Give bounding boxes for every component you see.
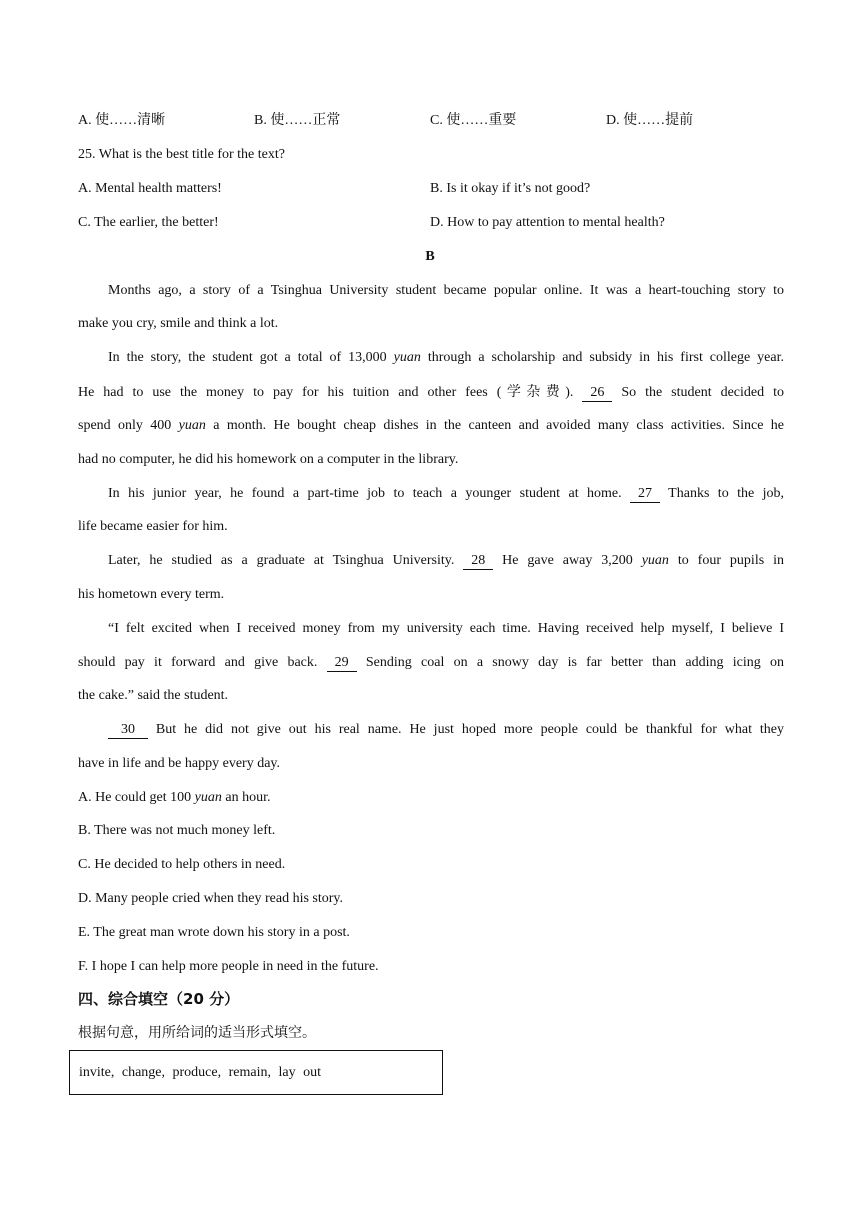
blank-26[interactable]: 26 [582, 385, 612, 402]
option-d: D. Many people cried when they read his story. [78, 891, 344, 906]
q25-option-c: C. The earlier, the better! [78, 215, 219, 230]
p1-line2: make you cry, smile and think a lot. [78, 316, 279, 331]
option-a: A. He could get 100 yuan an hour. [78, 790, 271, 805]
q24-option-b: B. 使……正常 [254, 113, 341, 128]
q25-option-a: A. Mental health matters! [78, 181, 222, 196]
p5-line1: “I felt excited when I received money from my university each time. Having received help myself, I believe I [108, 621, 784, 636]
p2-line4: had no computer, he did his homework on a computer in the library. [78, 452, 459, 467]
blank-27[interactable]: 27 [630, 486, 660, 503]
p6-line1: 30 But he did not give out his real name. He just hoped more people could be thankful for what they [108, 720, 784, 740]
q25-option-d: D. How to pay attention to mental health? [430, 215, 665, 230]
p2-line2: He had to use the money to pay for his tuition and other fees (学杂费). 26 So the student decided to [78, 384, 784, 400]
word-box [69, 1050, 443, 1095]
p6-line2: have in life and be happy every day. [78, 756, 281, 771]
p4-line1: Later, he studied as a graduate at Tsinghua University. 28 He gave away 3,200 yuan to four pupils in [108, 553, 784, 568]
section-b-heading: B [425, 249, 435, 264]
q24-option-a: A. 使……清晰 [78, 113, 166, 128]
p3-line2: life became easier for him. [78, 519, 228, 534]
q24-option-d: D. 使……提前 [606, 113, 694, 128]
p2-line3: spend only 400 yuan a month. He bought cheap dishes in the canteen and avoided many class activities. Since he [78, 418, 784, 433]
p2-line1: In the story, the student got a total of 13,000 yuan through a scholarship and subsidy in his first college year. [108, 350, 784, 365]
blank-28[interactable]: 28 [463, 553, 493, 570]
blank-29[interactable]: 29 [327, 655, 357, 672]
p5-line2: should pay it forward and give back. 29 Sending coal on a snowy day is far better than adding icing on [78, 655, 785, 670]
p1-line1: Months ago, a story of a Tsinghua University student became popular online. It was a heart-touching story to [108, 283, 784, 298]
q25-question: 25. What is the best title for the text? [78, 147, 285, 162]
section4-instruction: 根据句意，用所给词的适当形式填空。 [78, 1025, 316, 1041]
q25-option-b: B. Is it okay if it’s not good? [430, 181, 591, 196]
q24-option-c: C. 使……重要 [430, 113, 517, 128]
option-b: B. There was not much money left. [78, 823, 276, 838]
section4-title: 四、综合填空（20 分） [78, 990, 240, 1008]
blank-30[interactable]: 30 [108, 722, 148, 739]
option-c: C. He decided to help others in need. [78, 857, 286, 872]
p4-line2: his hometown every term. [78, 587, 225, 602]
p3-line1: In his junior year, he found a part-time job to teach a younger student at home. 27 Thanks to the job, [108, 486, 785, 501]
option-e: E. The great man wrote down his story in a post. [78, 925, 350, 940]
word-box-words: invite, change, produce, remain, lay out [79, 1065, 321, 1080]
p5-line3: the cake.” said the student. [78, 688, 229, 703]
option-f: F. I hope I can help more people in need in the future. [78, 959, 379, 974]
